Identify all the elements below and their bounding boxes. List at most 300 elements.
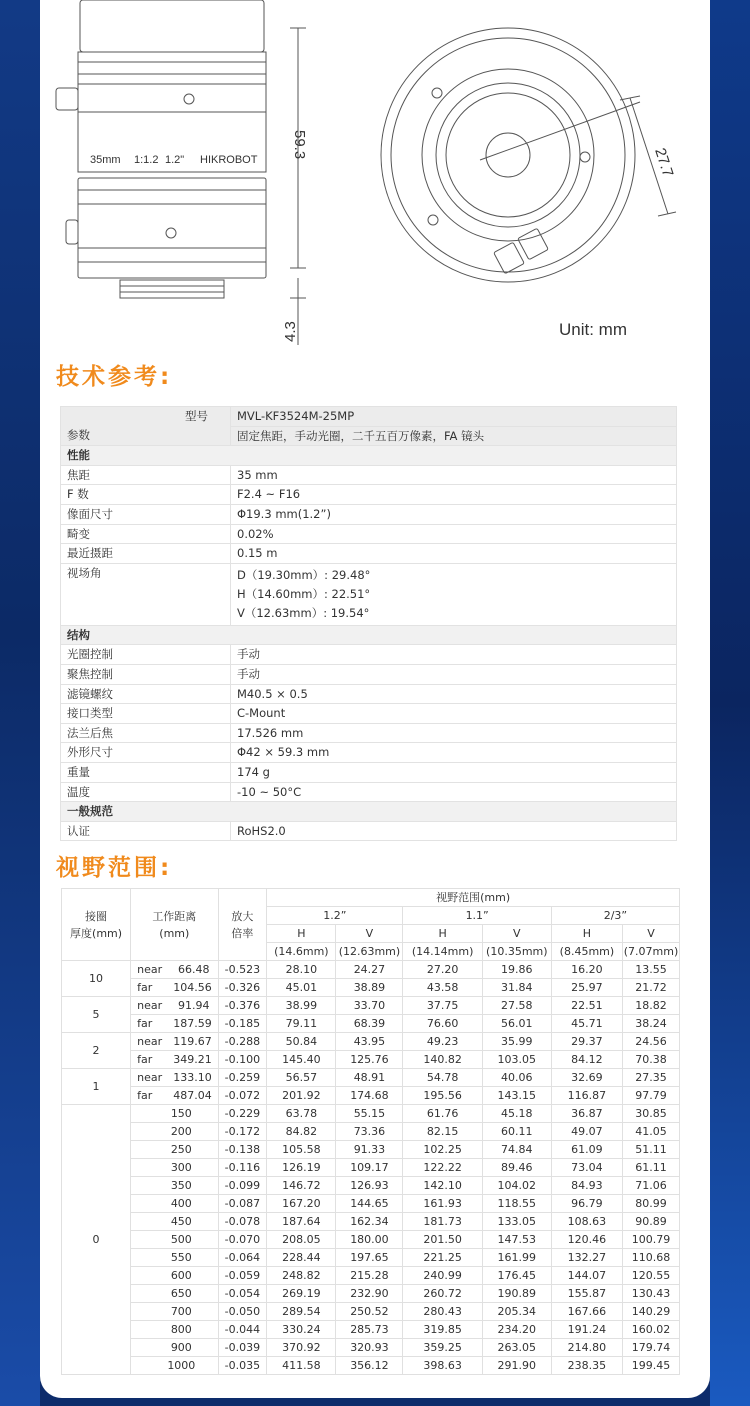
fov-sensor-header: 1.2” — [267, 907, 403, 925]
fov-magnification: -0.326 — [218, 979, 267, 997]
fov-value: 105.58 — [267, 1141, 336, 1159]
fov-row — [62, 1285, 680, 1303]
fov-value: 199.45 — [623, 1357, 680, 1375]
fov-row — [62, 979, 680, 997]
fov-working-distance: 650 — [131, 1285, 218, 1303]
fov-hv-subheader: (12.63mm) — [336, 943, 403, 961]
fov-value: 167.66 — [551, 1303, 622, 1321]
fov-value: 263.05 — [482, 1339, 551, 1357]
fov-spacer-value: 2 — [62, 1033, 131, 1069]
fov-value: 144.65 — [336, 1195, 403, 1213]
fov-magnification: -0.064 — [218, 1249, 267, 1267]
fov-value: 40.06 — [482, 1069, 551, 1087]
fov-value: 56.01 — [482, 1015, 551, 1033]
spec-row — [61, 723, 677, 743]
fov-value: 145.40 — [267, 1051, 336, 1069]
spec-param-value: 固定焦距，手动光圈，二千五百万像素，FA 镜头 — [231, 426, 677, 446]
spec-row — [61, 544, 677, 564]
fov-value: 55.15 — [336, 1105, 403, 1123]
lens-marking-focal: 35mm — [90, 154, 121, 166]
spec-key: 外形尺寸 — [61, 743, 231, 763]
fov-working-distance: 450 — [131, 1213, 218, 1231]
fov-value: 398.63 — [403, 1357, 482, 1375]
fov-near-far: far — [131, 979, 174, 997]
fov-value: 190.89 — [482, 1285, 551, 1303]
fov-value: 126.19 — [267, 1159, 336, 1177]
fov-value: 61.11 — [623, 1159, 680, 1177]
fov-value: 73.04 — [551, 1159, 622, 1177]
fov-value: 320.93 — [336, 1339, 403, 1357]
fov-working-distance: 700 — [131, 1303, 218, 1321]
spec-value-line: H（14.60mm）: 22.51° — [237, 586, 371, 601]
fov-value: 187.64 — [267, 1213, 336, 1231]
fov-magnification: -0.185 — [218, 1015, 267, 1033]
fov-value: 13.55 — [623, 961, 680, 979]
fov-hv-header: H — [403, 925, 482, 943]
fov-value: 45.01 — [267, 979, 336, 997]
fov-value: 411.58 — [267, 1357, 336, 1375]
fov-value: 330.24 — [267, 1321, 336, 1339]
fov-value: 248.82 — [267, 1267, 336, 1285]
fov-value: 70.38 — [623, 1051, 680, 1069]
fov-value: 27.58 — [482, 997, 551, 1015]
fov-value: 84.93 — [551, 1177, 622, 1195]
fov-value: 179.74 — [623, 1339, 680, 1357]
fov-value: 37.75 — [403, 997, 482, 1015]
fov-value: 74.84 — [482, 1141, 551, 1159]
fov-magnification: -0.288 — [218, 1033, 267, 1051]
spec-row — [61, 821, 677, 841]
fov-value: 54.78 — [403, 1069, 482, 1087]
fov-value: 76.60 — [403, 1015, 482, 1033]
fov-value: 285.73 — [336, 1321, 403, 1339]
dimension-mount: 4.3 — [282, 321, 299, 342]
dimension-diameter: 27.7 — [651, 145, 677, 180]
fov-hv-subheader: (14.14mm) — [403, 943, 482, 961]
spec-key: 光圈控制 — [61, 645, 231, 665]
spec-key: F 数 — [61, 485, 231, 505]
fov-value: 180.00 — [336, 1231, 403, 1249]
fov-value: 33.70 — [336, 997, 403, 1015]
fov-value: 120.55 — [623, 1267, 680, 1285]
fov-value: 142.10 — [403, 1177, 482, 1195]
fov-value: 49.23 — [403, 1033, 482, 1051]
fov-value: 90.89 — [623, 1213, 680, 1231]
unit-label: Unit: mm — [559, 320, 627, 339]
fov-value: 79.11 — [267, 1015, 336, 1033]
fov-value: 71.06 — [623, 1177, 680, 1195]
fov-value: 104.02 — [482, 1177, 551, 1195]
spec-row — [61, 645, 677, 665]
tech-section-title: 技术参考: — [56, 364, 173, 390]
spec-value-line: D（19.30mm）: 29.48° — [237, 567, 371, 582]
fov-section-title: 视野范围: — [56, 855, 173, 881]
fov-value: 228.44 — [267, 1249, 336, 1267]
spec-row — [61, 762, 677, 782]
fov-value: 197.65 — [336, 1249, 403, 1267]
spec-value: 35 mm — [231, 465, 677, 485]
fov-working-distance: 349.21 — [173, 1051, 218, 1069]
fov-working-distance: 487.04 — [173, 1087, 218, 1105]
fov-value: 51.11 — [623, 1141, 680, 1159]
fov-value: 126.93 — [336, 1177, 403, 1195]
fov-magnification: -0.376 — [218, 997, 267, 1015]
fov-value: 160.02 — [623, 1321, 680, 1339]
fov-value: 140.82 — [403, 1051, 482, 1069]
lens-marking-brand: HIKROBOT — [200, 154, 258, 166]
fov-value: 48.91 — [336, 1069, 403, 1087]
fov-value: 45.18 — [482, 1105, 551, 1123]
fov-spacer-value: 5 — [62, 997, 131, 1033]
spec-row — [61, 684, 677, 704]
fov-value: 214.80 — [551, 1339, 622, 1357]
fov-row — [62, 1051, 680, 1069]
spec-value: 174 g — [231, 762, 677, 782]
spec-value: RoHS2.0 — [231, 821, 677, 841]
spec-value: C-Mount — [231, 704, 677, 724]
fov-value: 319.85 — [403, 1321, 482, 1339]
fov-value: 28.10 — [267, 961, 336, 979]
fov-magnification: -0.087 — [218, 1195, 267, 1213]
fov-value: 120.46 — [551, 1231, 622, 1249]
fov-value: 82.15 — [403, 1123, 482, 1141]
fov-header-row — [62, 889, 680, 907]
fov-value: 24.56 — [623, 1033, 680, 1051]
fov-value: 16.20 — [551, 961, 622, 979]
spec-row — [61, 782, 677, 802]
fov-value: 102.25 — [403, 1141, 482, 1159]
fov-near-far: near — [131, 997, 174, 1015]
fov-working-distance: 200 — [131, 1123, 218, 1141]
spec-header-row — [61, 407, 677, 427]
fov-working-distance: 150 — [131, 1105, 218, 1123]
spec-key: 聚焦控制 — [61, 664, 231, 684]
fov-row — [62, 1195, 680, 1213]
fov-near-far: near — [131, 961, 174, 979]
fov-magnification: -0.054 — [218, 1285, 267, 1303]
spec-key: 畸变 — [61, 524, 231, 544]
fov-value: 91.33 — [336, 1141, 403, 1159]
fov-value: 96.79 — [551, 1195, 622, 1213]
fov-hv-subheader: (8.45mm) — [551, 943, 622, 961]
fov-working-distance: 600 — [131, 1267, 218, 1285]
fov-value: 291.90 — [482, 1357, 551, 1375]
fov-value: 201.50 — [403, 1231, 482, 1249]
dimension-length: 59.3 — [291, 130, 308, 160]
fov-value: 147.53 — [482, 1231, 551, 1249]
fov-value: 45.71 — [551, 1015, 622, 1033]
fov-value: 27.35 — [623, 1069, 680, 1087]
fov-near-far: near — [131, 1069, 174, 1087]
fov-value: 133.05 — [482, 1213, 551, 1231]
fov-value: 238.35 — [551, 1357, 622, 1375]
background-left — [0, 0, 40, 1406]
fov-magnification: -0.035 — [218, 1357, 267, 1375]
fov-spacer-value: 0 — [62, 1105, 131, 1375]
fov-working-distance: 133.10 — [173, 1069, 218, 1087]
fov-hv-subheader: (7.07mm) — [623, 943, 680, 961]
fov-working-distance: 350 — [131, 1177, 218, 1195]
background-right — [710, 0, 750, 1406]
fov-working-distance: 900 — [131, 1339, 218, 1357]
fov-spacer-value: 10 — [62, 961, 131, 997]
spec-value: 0.02% — [231, 524, 677, 544]
fov-value: 116.87 — [551, 1087, 622, 1105]
fov-value: 232.90 — [336, 1285, 403, 1303]
spec-key: 像面尺寸 — [61, 504, 231, 524]
fov-magnification: -0.050 — [218, 1303, 267, 1321]
fov-magnification: -0.099 — [218, 1177, 267, 1195]
fov-value: 84.82 — [267, 1123, 336, 1141]
fov-value: 167.20 — [267, 1195, 336, 1213]
fov-table — [61, 888, 680, 1375]
spec-group-row — [61, 802, 677, 822]
fov-range-header: 视野范围(mm) — [267, 889, 680, 907]
fov-value: 43.95 — [336, 1033, 403, 1051]
fov-value: 108.63 — [551, 1213, 622, 1231]
spec-group-title: 一般规范 — [61, 802, 677, 822]
fov-value: 195.56 — [403, 1087, 482, 1105]
spec-key: 重量 — [61, 762, 231, 782]
fov-value: 176.45 — [482, 1267, 551, 1285]
fov-value: 103.05 — [482, 1051, 551, 1069]
fov-value: 31.84 — [482, 979, 551, 997]
fov-value: 370.92 — [267, 1339, 336, 1357]
fov-value: 56.57 — [267, 1069, 336, 1087]
spec-table — [60, 406, 677, 841]
fov-near-far: far — [131, 1051, 174, 1069]
fov-spacer-header: 接圈 厚度(mm) — [62, 889, 131, 961]
fov-value: 80.99 — [623, 1195, 680, 1213]
spec-value: -10 ~ 50°C — [231, 782, 677, 802]
lens-dimension-drawing — [40, 0, 710, 350]
fov-working-distance: 104.56 — [173, 979, 218, 997]
fov-magnification: -0.039 — [218, 1339, 267, 1357]
spec-value-line: V（12.63mm）: 19.54° — [237, 605, 370, 620]
fov-value: 35.99 — [482, 1033, 551, 1051]
fov-value: 100.79 — [623, 1231, 680, 1249]
fov-value: 144.07 — [551, 1267, 622, 1285]
spec-row — [61, 563, 677, 625]
spec-key: 视场角 — [61, 563, 231, 625]
fov-value: 118.55 — [482, 1195, 551, 1213]
fov-value: 38.89 — [336, 979, 403, 997]
fov-working-distance: 91.94 — [173, 997, 218, 1015]
spec-key: 温度 — [61, 782, 231, 802]
fov-row — [62, 1339, 680, 1357]
fov-hv-header: H — [267, 925, 336, 943]
fov-value: 221.25 — [403, 1249, 482, 1267]
fov-value: 132.27 — [551, 1249, 622, 1267]
fov-value: 130.43 — [623, 1285, 680, 1303]
fov-magnification: -0.116 — [218, 1159, 267, 1177]
fov-hv-subheader: (14.6mm) — [267, 943, 336, 961]
fov-hv-header: V — [623, 925, 680, 943]
fov-value: 110.68 — [623, 1249, 680, 1267]
fov-value: 155.87 — [551, 1285, 622, 1303]
spec-key: 最近摄距 — [61, 544, 231, 564]
fov-sensor-header: 1.1” — [403, 907, 551, 925]
fov-value: 32.69 — [551, 1069, 622, 1087]
fov-near-far: near — [131, 1033, 174, 1051]
fov-value: 146.72 — [267, 1177, 336, 1195]
spec-model-value: MVL-KF3524M-25MP — [231, 407, 677, 427]
fov-row — [62, 1303, 680, 1321]
fov-value: 234.20 — [482, 1321, 551, 1339]
fov-magnification: -0.100 — [218, 1051, 267, 1069]
fov-working-distance: 500 — [131, 1231, 218, 1249]
fov-row — [62, 1033, 680, 1051]
fov-magnification: -0.523 — [218, 961, 267, 979]
fov-value: 29.37 — [551, 1033, 622, 1051]
fov-wd-header: 工作距离 (mm) — [131, 889, 218, 961]
fov-magnification: -0.078 — [218, 1213, 267, 1231]
fov-value: 63.78 — [267, 1105, 336, 1123]
fov-row — [62, 1267, 680, 1285]
fov-value: 205.34 — [482, 1303, 551, 1321]
fov-value: 22.51 — [551, 997, 622, 1015]
fov-value: 240.99 — [403, 1267, 482, 1285]
fov-value: 36.87 — [551, 1105, 622, 1123]
fov-value: 97.79 — [623, 1087, 680, 1105]
fov-magnification: -0.172 — [218, 1123, 267, 1141]
lens-marking-aperture: 1:1.2 — [134, 154, 159, 166]
fov-working-distance: 1000 — [131, 1357, 218, 1375]
fov-value: 61.09 — [551, 1141, 622, 1159]
fov-row — [62, 1123, 680, 1141]
spec-value: 手动 — [231, 664, 677, 684]
fov-working-distance: 66.48 — [173, 961, 218, 979]
fov-row — [62, 1159, 680, 1177]
fov-magnification: -0.070 — [218, 1231, 267, 1249]
fov-value: 191.24 — [551, 1321, 622, 1339]
fov-magnification: -0.059 — [218, 1267, 267, 1285]
fov-hv-header: V — [336, 925, 403, 943]
fov-value: 269.19 — [267, 1285, 336, 1303]
fov-value: 38.99 — [267, 997, 336, 1015]
spec-key: 法兰后焦 — [61, 723, 231, 743]
fov-value: 289.54 — [267, 1303, 336, 1321]
spec-row — [61, 664, 677, 684]
fov-value: 30.85 — [623, 1105, 680, 1123]
fov-magnification: -0.259 — [218, 1069, 267, 1087]
spec-group-title: 结构 — [61, 625, 677, 645]
fov-value: 143.15 — [482, 1087, 551, 1105]
fov-value: 181.73 — [403, 1213, 482, 1231]
spec-row — [61, 524, 677, 544]
fov-hv-header: V — [482, 925, 551, 943]
spec-key: 滤镜螺纹 — [61, 684, 231, 704]
fov-spacer-value: 1 — [62, 1069, 131, 1105]
fov-value: 359.25 — [403, 1339, 482, 1357]
fov-value: 24.27 — [336, 961, 403, 979]
spec-row — [61, 504, 677, 524]
fov-value: 18.82 — [623, 997, 680, 1015]
fov-near-far: far — [131, 1015, 174, 1033]
spec-value: 手动 — [231, 645, 677, 665]
fov-value: 109.17 — [336, 1159, 403, 1177]
fov-mag-header: 放大 倍率 — [218, 889, 267, 961]
fov-row — [62, 1213, 680, 1231]
fov-value: 19.86 — [482, 961, 551, 979]
fov-hv-header: H — [551, 925, 622, 943]
spec-value: Φ42 × 59.3 mm — [231, 743, 677, 763]
spec-key: 认证 — [61, 821, 231, 841]
fov-value: 60.11 — [482, 1123, 551, 1141]
fov-value: 21.72 — [623, 979, 680, 997]
spec-value: F2.4 ~ F16 — [231, 485, 677, 505]
fov-value: 356.12 — [336, 1357, 403, 1375]
fov-row — [62, 1141, 680, 1159]
fov-row — [62, 1015, 680, 1033]
fov-value: 43.58 — [403, 979, 482, 997]
fov-magnification: -0.138 — [218, 1141, 267, 1159]
fov-value: 38.24 — [623, 1015, 680, 1033]
fov-near-far: far — [131, 1087, 174, 1105]
fov-working-distance: 119.67 — [173, 1033, 218, 1051]
spec-group-title: 性能 — [61, 446, 677, 466]
fov-value: 280.43 — [403, 1303, 482, 1321]
fov-row — [62, 1357, 680, 1375]
fov-value: 260.72 — [403, 1285, 482, 1303]
fov-value: 61.76 — [403, 1105, 482, 1123]
spec-value: Φ19.3 mm(1.2”) — [231, 504, 677, 524]
spec-key: 焦距 — [61, 465, 231, 485]
fov-magnification: -0.072 — [218, 1087, 267, 1105]
fov-value: 161.99 — [482, 1249, 551, 1267]
fov-value: 140.29 — [623, 1303, 680, 1321]
fov-value: 208.05 — [267, 1231, 336, 1249]
spec-row — [61, 704, 677, 724]
fov-value: 27.20 — [403, 961, 482, 979]
fov-sensor-header: 2/3” — [551, 907, 679, 925]
fov-value: 161.93 — [403, 1195, 482, 1213]
fov-working-distance: 300 — [131, 1159, 218, 1177]
fov-value: 215.28 — [336, 1267, 403, 1285]
fov-working-distance: 250 — [131, 1141, 218, 1159]
spec-value: 0.15 m — [231, 544, 677, 564]
fov-row — [62, 997, 680, 1015]
fov-working-distance: 550 — [131, 1249, 218, 1267]
fov-row — [62, 1249, 680, 1267]
spec-key: 接口类型 — [61, 704, 231, 724]
fov-value: 49.07 — [551, 1123, 622, 1141]
fov-magnification: -0.229 — [218, 1105, 267, 1123]
spec-row — [61, 485, 677, 505]
fov-working-distance: 800 — [131, 1321, 218, 1339]
fov-value: 25.97 — [551, 979, 622, 997]
spec-value: M40.5 × 0.5 — [231, 684, 677, 704]
fov-value: 41.05 — [623, 1123, 680, 1141]
fov-row — [62, 1087, 680, 1105]
fov-row — [62, 1177, 680, 1195]
fov-value: 50.84 — [267, 1033, 336, 1051]
fov-row — [62, 1069, 680, 1087]
fov-value: 162.34 — [336, 1213, 403, 1231]
fov-magnification: -0.044 — [218, 1321, 267, 1339]
fov-row — [62, 1105, 680, 1123]
lens-marking-format: 1.2" — [165, 154, 185, 166]
spec-param-label: 参数 — [61, 426, 231, 446]
fov-value: 73.36 — [336, 1123, 403, 1141]
spec-value — [231, 563, 677, 625]
spec-group-row — [61, 446, 677, 466]
fov-value: 68.39 — [336, 1015, 403, 1033]
fov-value: 122.22 — [403, 1159, 482, 1177]
fov-value: 84.12 — [551, 1051, 622, 1069]
fov-value: 250.52 — [336, 1303, 403, 1321]
spec-model-label: 型号 — [61, 407, 231, 427]
